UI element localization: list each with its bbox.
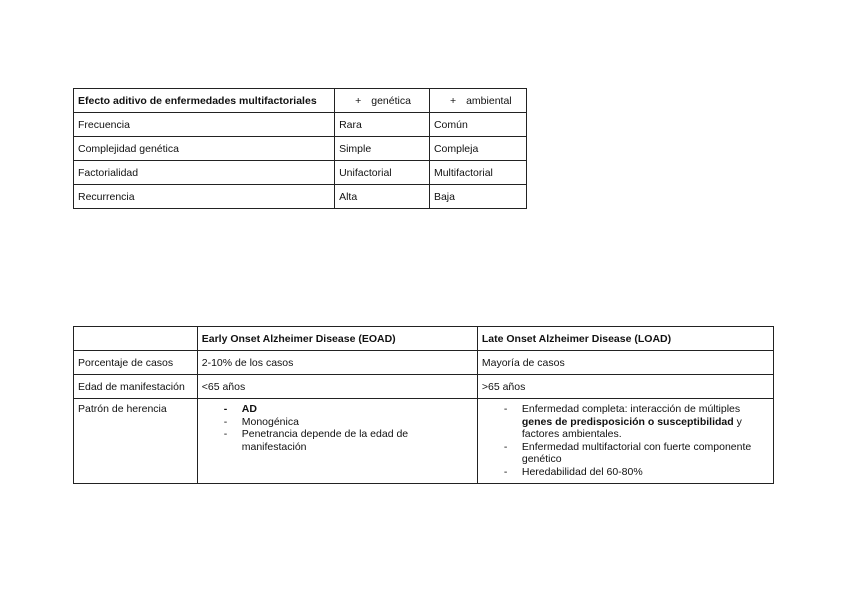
- table-row: [74, 185, 527, 209]
- alzheimer-table: [73, 326, 774, 484]
- row-label: Edad de manifestación: [74, 375, 198, 399]
- header-cell-eoad: Early Onset Alzheimer Disease (EOAD): [197, 327, 477, 351]
- list-item: - AD: [224, 403, 473, 416]
- list-item: - Monogénica: [224, 416, 473, 429]
- cell-ambiental: Compleja: [429, 137, 526, 161]
- multifactorial-table: [73, 88, 527, 209]
- header-cell-empty: [74, 327, 198, 351]
- list-item: - Enfermedad multifactorial con fuerte componente genético: [504, 441, 769, 466]
- table-row: [74, 113, 527, 137]
- cell-genetica: Rara: [335, 113, 430, 137]
- header-cell-load: Late Onset Alzheimer Disease (LOAD): [477, 327, 773, 351]
- cell-load-list: [477, 399, 773, 484]
- table-header-row: [74, 89, 527, 113]
- cell-load: >65 años: [477, 375, 773, 399]
- table-row: [74, 137, 527, 161]
- cell-ambiental: Multifactorial: [429, 161, 526, 185]
- load-list: [482, 403, 769, 478]
- table-header-row: [74, 327, 774, 351]
- list-item: - Penetrancia depende de la edad de manifestación: [224, 428, 473, 453]
- row-label: Recurrencia: [74, 185, 335, 209]
- table-row: [74, 351, 774, 375]
- eoad-list: [202, 403, 473, 453]
- header-cell-ambiental: [429, 89, 526, 113]
- row-label: Factorialidad: [74, 161, 335, 185]
- plus-sign: +: [449, 94, 457, 107]
- table-row: [74, 375, 774, 399]
- list-text: Enfermedad completa: interacción de múltiples: [521, 403, 741, 415]
- table-row: [74, 161, 527, 185]
- plus-sign: +: [355, 94, 362, 107]
- cell-genetica: Simple: [335, 137, 430, 161]
- header-label-genetica: genética: [371, 94, 411, 107]
- cell-eoad: 2-10% de los casos: [197, 351, 477, 375]
- list-text-bold: genes de predisposición o susceptibilidad: [521, 415, 734, 428]
- list-item: [504, 403, 769, 441]
- row-label: Frecuencia: [74, 113, 335, 137]
- row-label: Complejidad genética: [74, 137, 335, 161]
- header-label-ambiental: ambiental: [466, 94, 512, 107]
- cell-eoad: <65 años: [197, 375, 477, 399]
- cell-ambiental: Común: [429, 113, 526, 137]
- header-cell-genetica: [335, 89, 430, 113]
- row-label: Porcentaje de casos: [74, 351, 198, 375]
- row-label: Patrón de herencia: [74, 399, 198, 484]
- list-text: y factores ambientales.: [521, 415, 742, 440]
- cell-eoad-list: [197, 399, 477, 484]
- header-cell-title: Efecto aditivo de enfermedades multifactoriales: [74, 89, 335, 113]
- cell-genetica: Alta: [335, 185, 430, 209]
- table-row-herencia: [74, 399, 774, 484]
- cell-ambiental: Baja: [429, 185, 526, 209]
- list-item: - Heredabilidad del 60-80%: [504, 466, 769, 479]
- cell-load: Mayoría de casos: [477, 351, 773, 375]
- cell-genetica: Unifactorial: [335, 161, 430, 185]
